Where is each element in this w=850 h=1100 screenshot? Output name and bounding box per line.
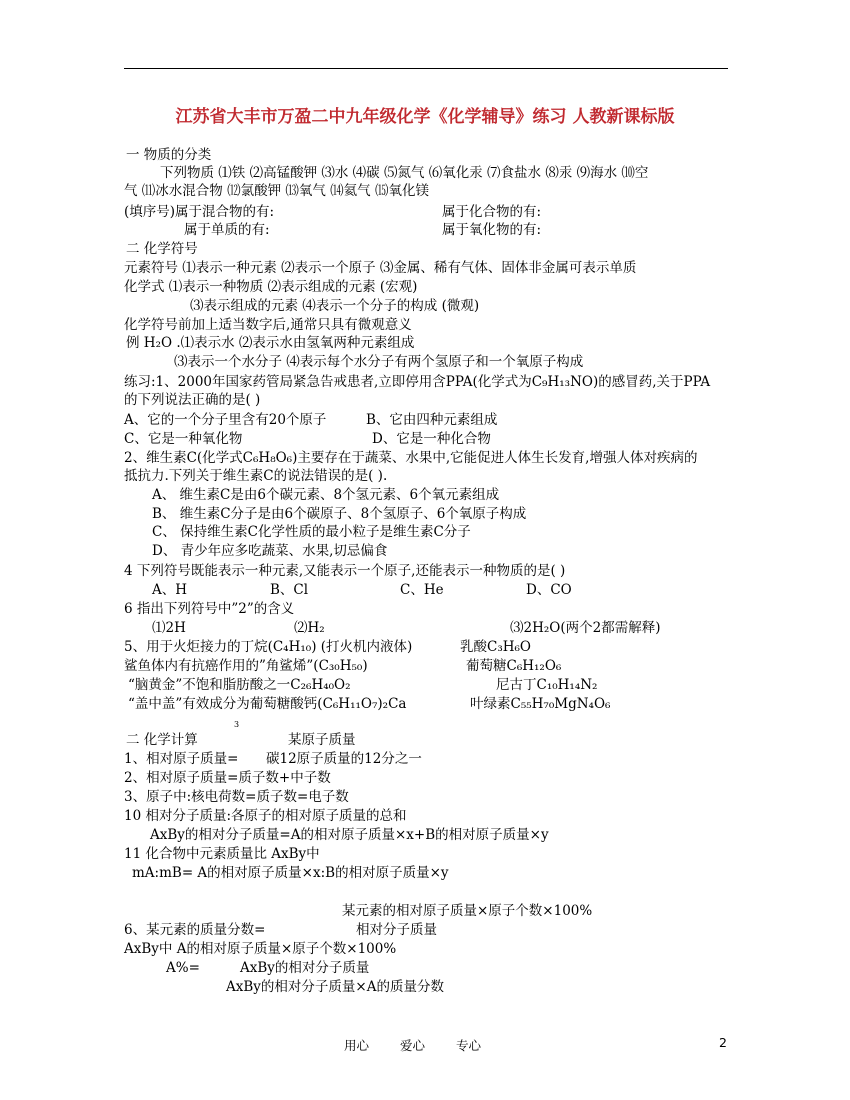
text-line: 元素符号 ⑴表示一种元素 ⑵表示一个原子 ⑶金属、稀有气体、固体非金属可表示单质	[124, 260, 637, 276]
text-line: 11 化合物中元素质量比 AxBy中	[124, 846, 320, 862]
text-line: 属于化合物的有:	[442, 204, 542, 220]
text-line: A%=	[166, 960, 200, 976]
option-d: D、它是一种化合物	[372, 431, 491, 447]
option-b: B、 维生素C分子是由6个碳原子、8个氢原子、6个氧原子构成	[152, 506, 527, 522]
text-line: 鲨鱼体内有抗癌作用的”角鲨烯”(C₃₀H₅₀)	[124, 658, 368, 674]
text-line: 2、相对原子质量=质子数+中子数	[124, 770, 331, 786]
text-line: 3、原子中:核电荷数=质子数=电子数	[124, 789, 349, 805]
text-line: AxBy的相对分子质量×A的质量分数	[226, 979, 444, 995]
text-line: 抵抗力.下列关于维生素C的说法错误的是( ).	[124, 468, 388, 484]
text-line: 1、相对原子质量=	[124, 751, 239, 767]
text-line: (填序号)属于混合物的有:	[124, 204, 275, 220]
text-line: AxBy的相对分子质量	[240, 960, 370, 976]
text-line: 练习:1、2000年国家药管局紧急告戒患者,立即停用含PPA(化学式为C₉H₁₃NO)的感冒药,关于PPA	[124, 374, 711, 390]
text-line: mA:mB= A的相对原子质量×x:B的相对原子质量×y	[132, 865, 449, 881]
text-line: 某原子质量	[288, 732, 356, 748]
text-line: 6 指出下列符号中”2”的含义	[124, 601, 295, 617]
text-line: ⑴2H	[152, 620, 186, 636]
section-heading: 二 化学计算	[126, 732, 198, 748]
text-line: 6、某元素的质量分数=	[124, 922, 266, 938]
text-line: 某元素的相对原子质量×原子个数×100%	[342, 903, 593, 919]
option-a: A、它的一个分子里含有20个原子	[124, 412, 327, 428]
option-b: B、它由四种元素组成	[366, 412, 498, 428]
section-heading: 二 化学符号	[126, 241, 198, 257]
text-line: 2、维生素C(化学式C₆H₈O₆)主要存在于蔬菜、水果中,它能促进人体生长发育,增强人体对疾病的	[124, 450, 698, 466]
text-line: AxBy中 A的相对原子质量×原子个数×100%	[124, 941, 397, 957]
text-line: AxBy的相对分子质量=A的相对原子质量×x+B的相对原子质量×y	[150, 827, 549, 843]
text-line: ⑶2H₂O(两个2都需解释)	[510, 620, 661, 636]
text-line: 尼古丁C₁₀H₁₄N₂	[496, 677, 598, 693]
text-line: 下列物质 ⑴铁 ⑵高锰酸钾 ⑶水 ⑷碳 ⑸氮气 ⑹氧化汞 ⑺食盐水 ⑻汞 ⑼海水 ⑽空	[160, 165, 649, 181]
option-d: D、 青少年应多吃蔬菜、水果,切忌偏食	[152, 543, 388, 559]
text-line: 叶绿素C₅₅H₇₀MgN₄O₆	[470, 696, 611, 712]
text-line: ⑶表示组成的元素 ⑷表示一个分子的构成 (微观)	[190, 298, 480, 314]
text-line: 气 ⑾冰水混合物 ⑿氯酸钾 ⒀氧气 ⒁氦气 ⒂氧化镁	[124, 183, 429, 199]
text-line: 乳酸C₃H₆O	[460, 639, 531, 655]
text-line: 化学符号前加上适当数字后,通常只具有微观意义	[124, 317, 412, 333]
text-line: 4 下列符号既能表示一种元素,又能表示一个原子,还能表示一种物质的是( )	[124, 563, 566, 579]
section-heading: 一 物质的分类	[126, 147, 212, 163]
text-line: 属于单质的有:	[184, 222, 270, 238]
text-line: “盖中盖”有效成分为葡萄糖酸钙(C₆H₁₁O₇)₂Ca	[128, 696, 407, 712]
option-a: A、 维生素C是由6个碳元素、8个氢元素、6个氧元素组成	[152, 487, 500, 503]
option-c: C、He	[400, 582, 444, 598]
text-line: 化学式 ⑴表示一种物质 ⑵表示组成的元素 (宏观)	[124, 279, 418, 295]
text-line: 碳12原子质量的12分之一	[266, 751, 422, 767]
text-line: 的下列说法正确的是( )	[124, 392, 261, 408]
option-d: D、CO	[526, 582, 572, 598]
text-line: 10 相对分子质量:各原子的相对原子质量的总和	[124, 808, 407, 824]
text-line: 属于氧化物的有:	[442, 222, 542, 238]
text-line: ⑶表示一个水分子 ⑷表示每个水分子有两个氢原子和一个氧原子构成	[174, 354, 584, 370]
text-line: “脑黄金”不饱和脂肪酸之一C₂₆H₄₀O₂	[128, 677, 351, 693]
footer-motto-3: 专心	[456, 1038, 482, 1053]
page-title: 江苏省大丰市万盈二中九年级化学《化学辅导》练习 人教新课标版	[175, 107, 675, 127]
text-line: 葡萄糖C₆H₁₂O₆	[466, 658, 562, 674]
option-a: A、H	[152, 582, 188, 598]
page-number: 2	[719, 1035, 727, 1050]
text-line: 相对分子质量	[356, 922, 437, 938]
footer-motto-2: 爱心	[400, 1038, 426, 1053]
text-line: 例 H₂O .⑴表示水 ⑵表示水由氢氧两种元素组成	[126, 335, 415, 351]
footer-motto-1: 用心	[344, 1038, 370, 1053]
option-c: C、 保持维生素C化学性质的最小粒子是维生素C分子	[152, 524, 471, 540]
option-b: B、Cl	[270, 582, 309, 598]
option-c: C、它是一种氧化物	[124, 431, 243, 447]
text-line: ⑵H₂	[294, 620, 325, 636]
text-line: 5、用于火炬接力的丁烷(C₄H₁₀) (打火机内液体)	[124, 639, 413, 655]
stray-mark: 3	[234, 720, 240, 729]
header-rule	[124, 68, 728, 69]
